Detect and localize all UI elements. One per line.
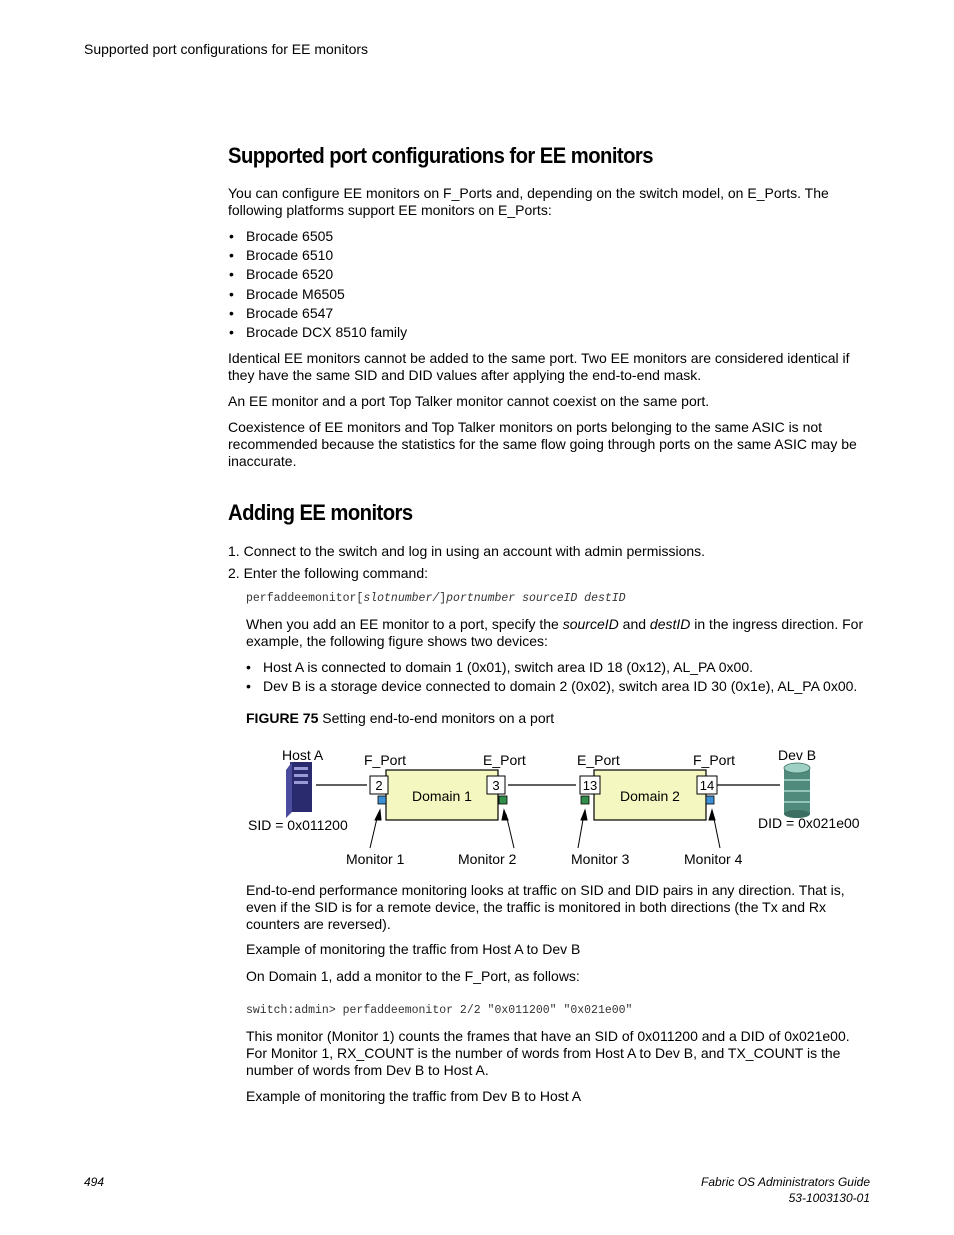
command-example: switch:admin> perfaddeemonitor 2/2 "0x011200" "0x021e00"	[246, 1004, 633, 1017]
list-item: • Brocade 6547	[229, 305, 407, 324]
port-label-eport-2: E_Port	[577, 752, 620, 768]
intro-paragraph: You can configure EE monitors on F_Ports and, depending on the switch model, on E_Ports. The following platforms support EE monitors on E_Ports:	[228, 185, 829, 218]
platform-list	[229, 228, 407, 343]
step-1	[228, 543, 705, 559]
step-text: Connect to the switch and log in using an account with admin permissions.	[243, 543, 706, 559]
monitor-1-label: Monitor 1	[346, 851, 405, 867]
dev-label: Dev B	[778, 747, 817, 763]
port-label-eport-1: E_Port	[483, 752, 526, 768]
list-item: • Brocade 6510	[229, 247, 407, 266]
server-icon	[286, 762, 312, 818]
example-host-to-dev: Example of monitoring the traffic from Host A to Dev B	[246, 941, 581, 957]
storage-icon	[784, 763, 810, 818]
monitor-1-paragraph: This monitor (Monitor 1) counts the frames that have an SID of 0x011200 and a DID of 0x021e00. For Monitor 1, RX_COUNT is the number of words from Host A to Dev B, and TX_COUNT is the number of words from Dev B to Host A.	[246, 1028, 850, 1078]
arrow-head	[375, 810, 381, 820]
list-item: • Brocade 6505	[229, 228, 407, 247]
monitor-4-marker	[706, 796, 714, 804]
doc-title: Fabric OS Administrators Guide	[701, 1175, 870, 1189]
page-number: 494	[84, 1175, 105, 1189]
running-header: Supported port configurations for EE monitors	[84, 41, 369, 57]
port-3-label: 3	[492, 778, 500, 793]
device-list	[246, 659, 857, 697]
list-item: • Host A is connected to domain 1 (0x01), switch area ID 18 (0x12), AL_PA 0x00.	[246, 659, 857, 678]
step-number: 2.	[228, 565, 240, 581]
step-number: 1.	[228, 543, 240, 559]
end-to-end-monitor-diagram	[240, 740, 880, 875]
example-dev-to-host: Example of monitoring the traffic from Dev B to Host A	[246, 1088, 582, 1104]
monitor-3-label: Monitor 3	[571, 851, 630, 867]
list-item: • Dev B is a storage device connected to domain 2 (0x02), switch area ID 30 (0x1e), AL_PA 0x00.	[246, 678, 857, 697]
port-14-label: 14	[699, 778, 715, 793]
sid-label: SID = 0x011200	[248, 817, 348, 833]
section-title-adding-ee-monitors: Adding EE monitors	[228, 500, 413, 525]
arrow-head	[581, 810, 587, 820]
port-2-label: 2	[375, 778, 383, 793]
doc-number: 53-1003130-01	[788, 1191, 870, 1205]
monitor-2-marker	[499, 796, 507, 804]
step-2	[228, 565, 428, 581]
port-13-label: 13	[582, 778, 598, 793]
arrow-head	[502, 810, 508, 820]
step-text: Enter the following command:	[243, 565, 429, 581]
list-item: • Brocade 6520	[229, 266, 407, 285]
figure-caption: FIGURE 75 Setting end-to-end monitors on a port	[246, 710, 555, 726]
monitor-1-marker	[378, 796, 386, 804]
e2e-paragraph: End-to-end performance monitoring looks at traffic on SID and DID pairs in any direction. That is, even if the SID is for a remote device, the traffic is monitored in both directions (the Tx and Rx counters are reversed).	[246, 882, 845, 932]
host-label: Host A	[282, 747, 324, 763]
identical-monitors-paragraph: Identical EE monitors cannot be added to the same port. Two EE monitors are considered identical if they have the same SID and DID values after applying the end-to-end mask.	[228, 350, 850, 383]
monitor-2-label: Monitor 2	[458, 851, 517, 867]
monitor-4-label: Monitor 4	[684, 851, 743, 867]
command-syntax: perfaddeemonitor[slotnumber/]portnumber sourceID destID	[246, 592, 626, 605]
arrow-head	[709, 810, 715, 820]
port-label-fport-2: F_Port	[693, 752, 736, 768]
on-domain-paragraph: On Domain 1, add a monitor to the F_Port, as follows:	[246, 968, 580, 984]
list-item: • Brocade M6505	[229, 286, 407, 305]
port-label-fport-1: F_Port	[364, 752, 407, 768]
list-item: • Brocade DCX 8510 family	[229, 324, 407, 343]
section-title-supported-configs: Supported port configurations for EE monitors	[228, 143, 653, 168]
did-label: DID = 0x021e00	[758, 815, 860, 831]
domain-1-label: Domain 1	[412, 788, 472, 804]
domain-2-label: Domain 2	[620, 788, 680, 804]
coexistence-paragraph: Coexistence of EE monitors and Top Talker monitors on ports belonging to the same ASIC is not recommended because the statistics for the same flow going through ports on the same ASIC may be inaccurate.	[228, 419, 857, 469]
monitor-3-marker	[581, 796, 589, 804]
top-talker-paragraph: An EE monitor and a port Top Talker monitor cannot coexist on the same port.	[228, 393, 710, 409]
when-you-add-paragraph: When you add an EE monitor to a port, specify the sourceID and destID in the ingress direction. For example, the following figure shows two devices:	[246, 616, 864, 649]
